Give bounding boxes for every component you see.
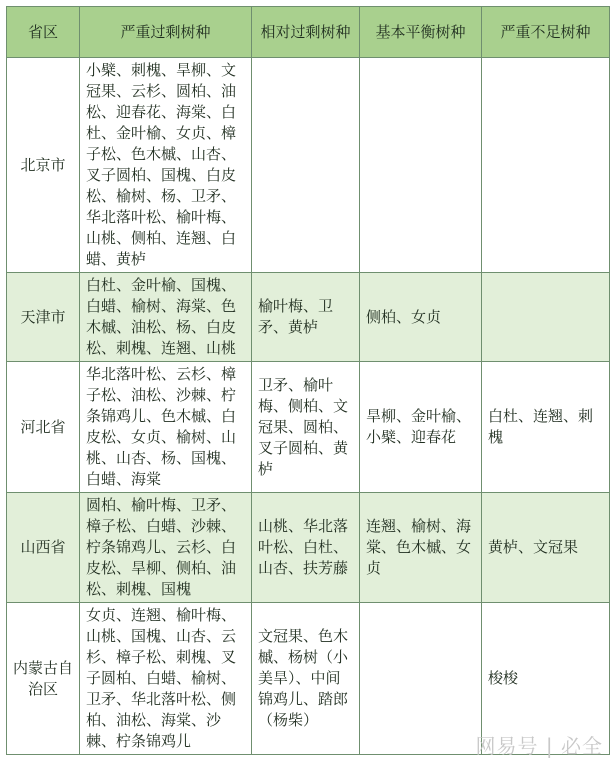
tree-species-table (6, 6, 610, 755)
severe-shortage-cell: 梭梭 (482, 603, 610, 755)
balanced-cell: 侧柏、女贞 (360, 273, 482, 362)
severe-shortage-cell (482, 58, 610, 273)
header-severe-surplus: 严重过剩树种 (80, 7, 252, 58)
province-cell: 内蒙古自治区 (7, 603, 80, 755)
header-province: 省区 (7, 7, 80, 58)
table-row (7, 273, 610, 362)
relative-surplus-cell: 山桃、华北落叶松、白杜、山杏、扶芳藤 (252, 493, 360, 603)
province-cell: 北京市 (7, 58, 80, 273)
severe-surplus-cell: 圆柏、榆叶梅、卫矛、樟子松、白蜡、沙棘、柠条锦鸡儿、云杉、白皮松、旱柳、侧柏、油松、刺槐、国槐 (80, 493, 252, 603)
severe-surplus-cell: 白杜、金叶榆、国槐、白蜡、榆树、海棠、色木槭、油松、杨、白皮松、刺槐、连翘、山桃 (80, 273, 252, 362)
province-cell: 天津市 (7, 273, 80, 362)
header-balanced: 基本平衡树种 (360, 7, 482, 58)
table-row (7, 58, 610, 273)
severe-surplus-cell: 小檗、刺槐、旱柳、文冠果、云杉、圆柏、油松、迎春花、海棠、白杜、金叶榆、女贞、樟子松、色木槭、山杏、叉子圆柏、国槐、白皮松、榆树、杨、卫矛、华北落叶松、榆叶梅、山桃、侧柏、连翘、白蜡、黄栌 (80, 58, 252, 273)
relative-surplus-cell: 卫矛、榆叶梅、侧柏、文冠果、圆柏、叉子圆柏、黄栌 (252, 362, 360, 493)
balanced-cell: 连翘、榆树、海棠、色木槭、女贞 (360, 493, 482, 603)
relative-surplus-cell (252, 58, 360, 273)
relative-surplus-cell: 文冠果、色木槭、杨树（小美旱）、中间锦鸡儿、踏郎（杨柴） (252, 603, 360, 755)
watermark: 网易号 | 必全 (475, 734, 603, 758)
header-row (7, 7, 610, 58)
severe-surplus-cell: 女贞、连翘、榆叶梅、山桃、国槐、山杏、云杉、樟子松、刺槐、叉子圆柏、白蜡、榆树、卫矛、华北落叶松、侧柏、油松、海棠、沙棘、柠条锦鸡儿 (80, 603, 252, 755)
severe-shortage-cell: 黄栌、文冠果 (482, 493, 610, 603)
severe-surplus-cell: 华北落叶松、云杉、樟子松、油松、沙棘、柠条锦鸡儿、色木槭、白皮松、女贞、榆树、山桃、山杏、杨、国槐、白蜡、海棠 (80, 362, 252, 493)
header-relative-surplus: 相对过剩树种 (252, 7, 360, 58)
province-cell: 山西省 (7, 493, 80, 603)
balanced-cell (360, 58, 482, 273)
severe-shortage-cell (482, 273, 610, 362)
severe-shortage-cell: 白杜、连翘、刺槐 (482, 362, 610, 493)
balanced-cell (360, 603, 482, 755)
relative-surplus-cell: 榆叶梅、卫矛、黄栌 (252, 273, 360, 362)
table-row (7, 493, 610, 603)
balanced-cell: 旱柳、金叶榆、小檗、迎春花 (360, 362, 482, 493)
province-cell: 河北省 (7, 362, 80, 493)
header-severe-shortage: 严重不足树种 (482, 7, 610, 58)
table-row (7, 362, 610, 493)
